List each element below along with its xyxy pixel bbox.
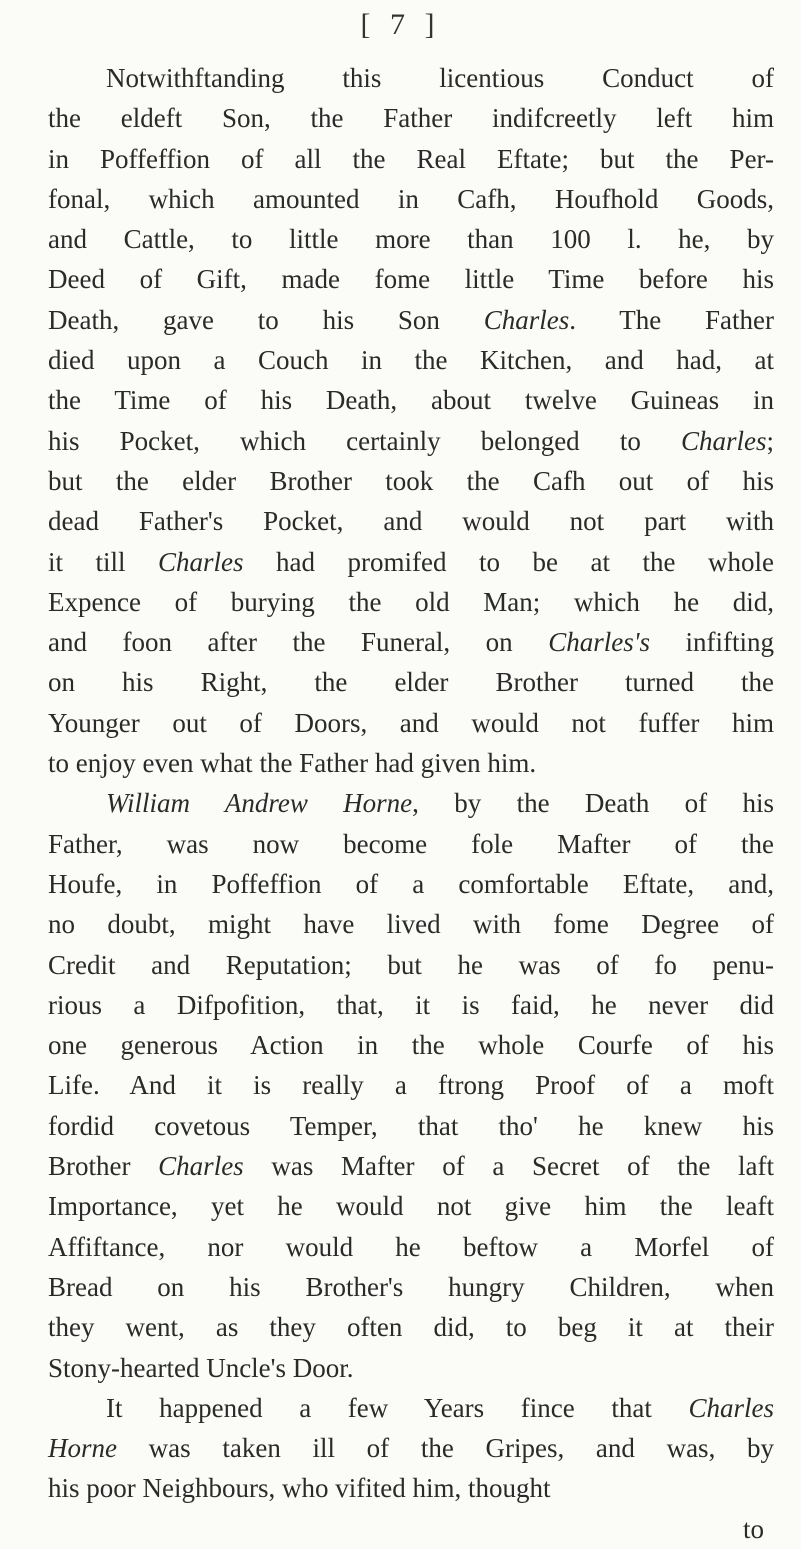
text-line: Life. And it is really a ftrong Proof of a moft [48, 1070, 774, 1101]
page-number: [ 7 ] [360, 8, 441, 41]
text-line: Houfe, in Poffeffion of a comfortable Eftate, and, [48, 868, 774, 899]
text-line: died upon a Couch in the Kitchen, and had, at [48, 345, 774, 376]
text-line: Brother Charles was Mafter of a Secret of the laft [48, 1151, 774, 1182]
text-line: Credit and Reputation; but he was of fo penu- [48, 949, 774, 980]
text-line: Importance, yet he would not give him the leaft [48, 1191, 774, 1222]
catchword: to [742, 1513, 764, 1544]
text-line: the Time of his Death, about twelve Guineas in [48, 385, 774, 416]
text-line: Affiftance, nor would he beftow a Morfel of [48, 1231, 774, 1262]
text-line: in Poffeffion of all the Real Eftate; but the Per- [48, 143, 774, 174]
text-line: It happened a few Years fince that Charles [106, 1392, 774, 1423]
text-line: Stony-hearted Uncle's Door. [48, 1352, 354, 1383]
body-text [48, 58, 774, 1549]
text-line: Father, was now become fole Mafter of the [48, 828, 774, 859]
text-line: dead Father's Pocket, and would not part with [48, 506, 774, 537]
text-line: Bread on his Brother's hungry Children, when [48, 1271, 774, 1302]
text-line: fonal, which amounted in Cafh, Houfhold Goods, [48, 183, 774, 214]
text-line: to enjoy even what the Father had given him. [48, 748, 537, 779]
text-line: no doubt, might have lived with fome Degree of [48, 909, 774, 940]
text-line: Horne was taken ill of the Gripes, and was, by [48, 1433, 774, 1464]
text-line: rious a Difpofition, that, it is faid, he never did [48, 989, 774, 1020]
text-line: and foon after the Funeral, on Charles's infifting [48, 627, 774, 658]
text-line: they went, as they often did, to beg it at their [48, 1312, 774, 1343]
text-line: it till Charles had promifed to be at the whole [48, 546, 774, 577]
text-line: fordid covetous Temper, that tho' he knew his [48, 1110, 774, 1141]
text-line: Deed of Gift, made fome little Time before his [48, 264, 774, 295]
text-line: the eldeft Son, the Father indifcreetly left him [48, 103, 774, 134]
text-line: his Pocket, which certainly belonged to Charles; [48, 425, 774, 456]
text-line: Younger out of Doors, and would not fuffer him [48, 707, 774, 738]
text-line: William Andrew Horne, by the Death of his [106, 788, 774, 819]
text-line: one generous Action in the whole Courfe of his [48, 1030, 774, 1061]
text-line: but the elder Brother took the Cafh out of his [48, 465, 774, 496]
text-line: on his Right, the elder Brother turned the [48, 667, 774, 698]
text-line: his poor Neighbours, who vifited him, thought [48, 1473, 551, 1504]
text-line: and Cattle, to little more than 100 l. he, by [48, 224, 774, 255]
text-line: Expence of burying the old Man; which he did, [48, 586, 774, 617]
text-line: Notwithftanding this licentious Conduct of [106, 63, 774, 93]
text-line: Death, gave to his Son Charles. The Father [48, 304, 775, 335]
